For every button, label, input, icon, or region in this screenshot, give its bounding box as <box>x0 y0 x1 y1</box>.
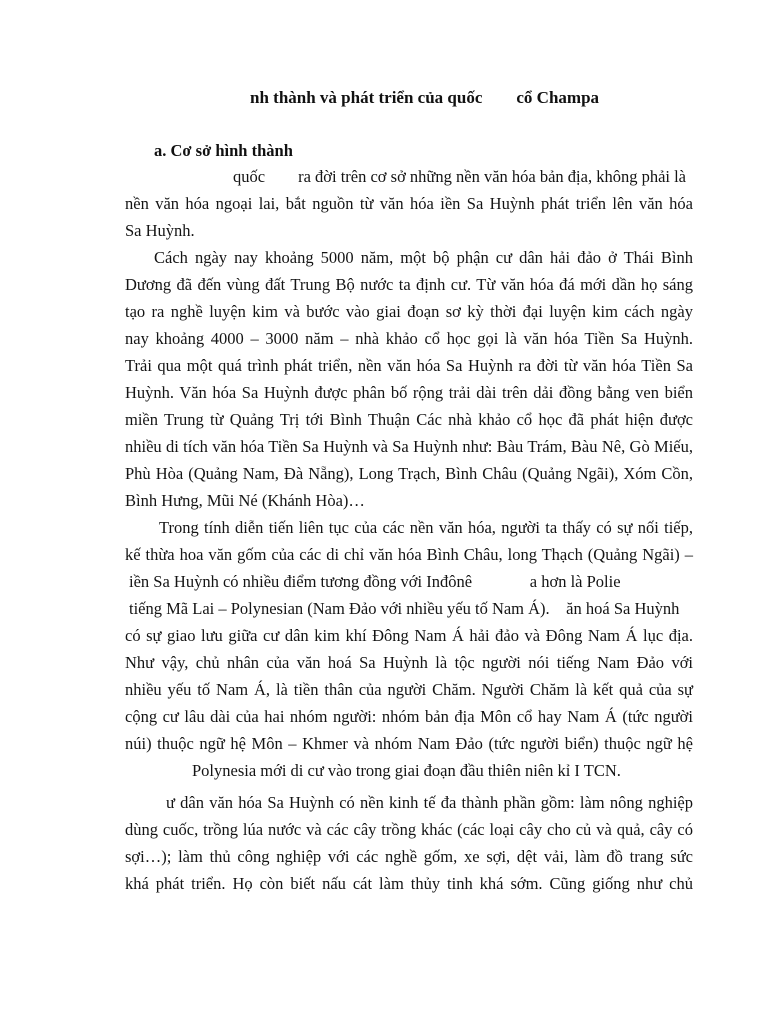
text-line: nhiều yếu tố Nam Á, là tiền thân của người Chăm. Người Chăm là kết quả của sự <box>125 680 693 699</box>
text-line: cộng cư lâu dài của hai nhóm người: nhóm bản địa Môn cổ hay Nam Á (tức người <box>125 707 693 726</box>
text-line: ư dân văn hóa Sa Huỳnh có nền kinh tế đa thành phần gồm: làm nông nghiệp <box>166 793 693 812</box>
text-line: có sự giao lưu giữa cư dân kim khí Đông Nam Á hải đảo và Đông Nam Á lục địa. <box>125 626 693 645</box>
text-line: Trong tính diễn tiến liên tục của các nền văn hóa, người ta thấy có sự nối tiếp, <box>159 518 693 537</box>
text-line: Sa Huỳnh. <box>125 221 195 240</box>
text-line: iền Sa Huỳnh có nhiều điểm tương đồng với Inđônê a hơn là Polie <box>129 572 621 591</box>
text-line: nay khoảng 4000 – 3000 năm – nhà khảo cổ học gọi là văn hóa Tiền Sa Huỳnh. <box>125 329 693 348</box>
text-line: Phù Hòa (Quảng Nam, Đà Nẵng), Long Trạch, Bình Châu (Quảng Ngãi), Xóm Cồn, <box>125 464 693 483</box>
text-line: Bình Hưng, Mũi Né (Khánh Hòa)… <box>125 491 365 510</box>
text-line: quốc ra đời trên cơ sở những nền văn hóa bản địa, không phải là <box>233 167 687 186</box>
text-line: khá phát triển. Họ còn biết nấu cát làm thủy tinh khá sớm. Cũng giống như chủ <box>125 874 693 893</box>
document-title: nh thành và phát triển của quốc cổ Champa <box>250 88 600 107</box>
text-line: tiếng Mã Lai – Polynesian (Nam Đảo với nhiều yếu tố Nam Á). ăn hoá Sa Huỳnh <box>129 599 680 618</box>
text-line: miền Trung từ Quảng Trị tới Bình Thuận Các nhà khảo cổ học đã phát hiện được <box>125 410 693 429</box>
section-heading: a. Cơ sở hình thành <box>154 141 293 160</box>
text-line: sợi…); làm thủ công nghiệp với các nghề gốm, xe sợi, dệt vải, làm đồ trang sức <box>125 847 693 866</box>
text-line: Như vậy, chủ nhân của văn hoá Sa Huỳnh là tộc người nói tiếng Nam Đảo với <box>125 653 693 672</box>
text-line: Cách ngày nay khoảng 5000 năm, một bộ phận cư dân hải đảo ở Thái Bình <box>154 248 693 267</box>
text-line: kế thừa hoa văn gốm của các di chỉ văn hóa Bình Châu, long Thạch (Quảng Ngãi) – <box>125 545 693 564</box>
text-line: tạo ra nghề luyện kim và bước vào giai đoạn sơ kỳ thời đại luyện kim cách ngày <box>125 302 693 321</box>
text-line: nền văn hóa ngoại lai, bắt nguồn từ văn hóa iền Sa Huỳnh phát triển lên văn hóa <box>125 194 693 213</box>
text-line: nhiều di tích văn hóa Tiền Sa Huỳnh và Sa Huỳnh như: Bàu Trám, Bàu Nê, Gò Miếu, <box>125 437 693 456</box>
text-line: Huỳnh. Văn hóa Sa Huỳnh được phân bố rộng trải dài trên dải đồng bằng ven biển <box>125 383 693 402</box>
text-line: núi) thuộc ngữ hệ Môn – Khmer và nhóm Nam Đảo (tức người biển) thuộc ngữ hệ <box>125 734 693 753</box>
text-line: Trải qua một quá trình phát triển, nền văn hóa Sa Huỳnh ra đời từ văn hóa Tiền Sa <box>125 356 693 375</box>
text-line: Dương đã đến vùng đất Trung Bộ nước ta định cư. Từ văn hóa đá mới dần họ sáng <box>125 275 693 294</box>
text-line: Polynesia mới di cư vào trong giai đoạn đầu thiên niên kỉ I TCN. <box>192 761 621 780</box>
text-line: dùng cuốc, trồng lúa nước và các cây trồng khác (các loại cây cho củ và quả, cây có <box>125 820 693 839</box>
